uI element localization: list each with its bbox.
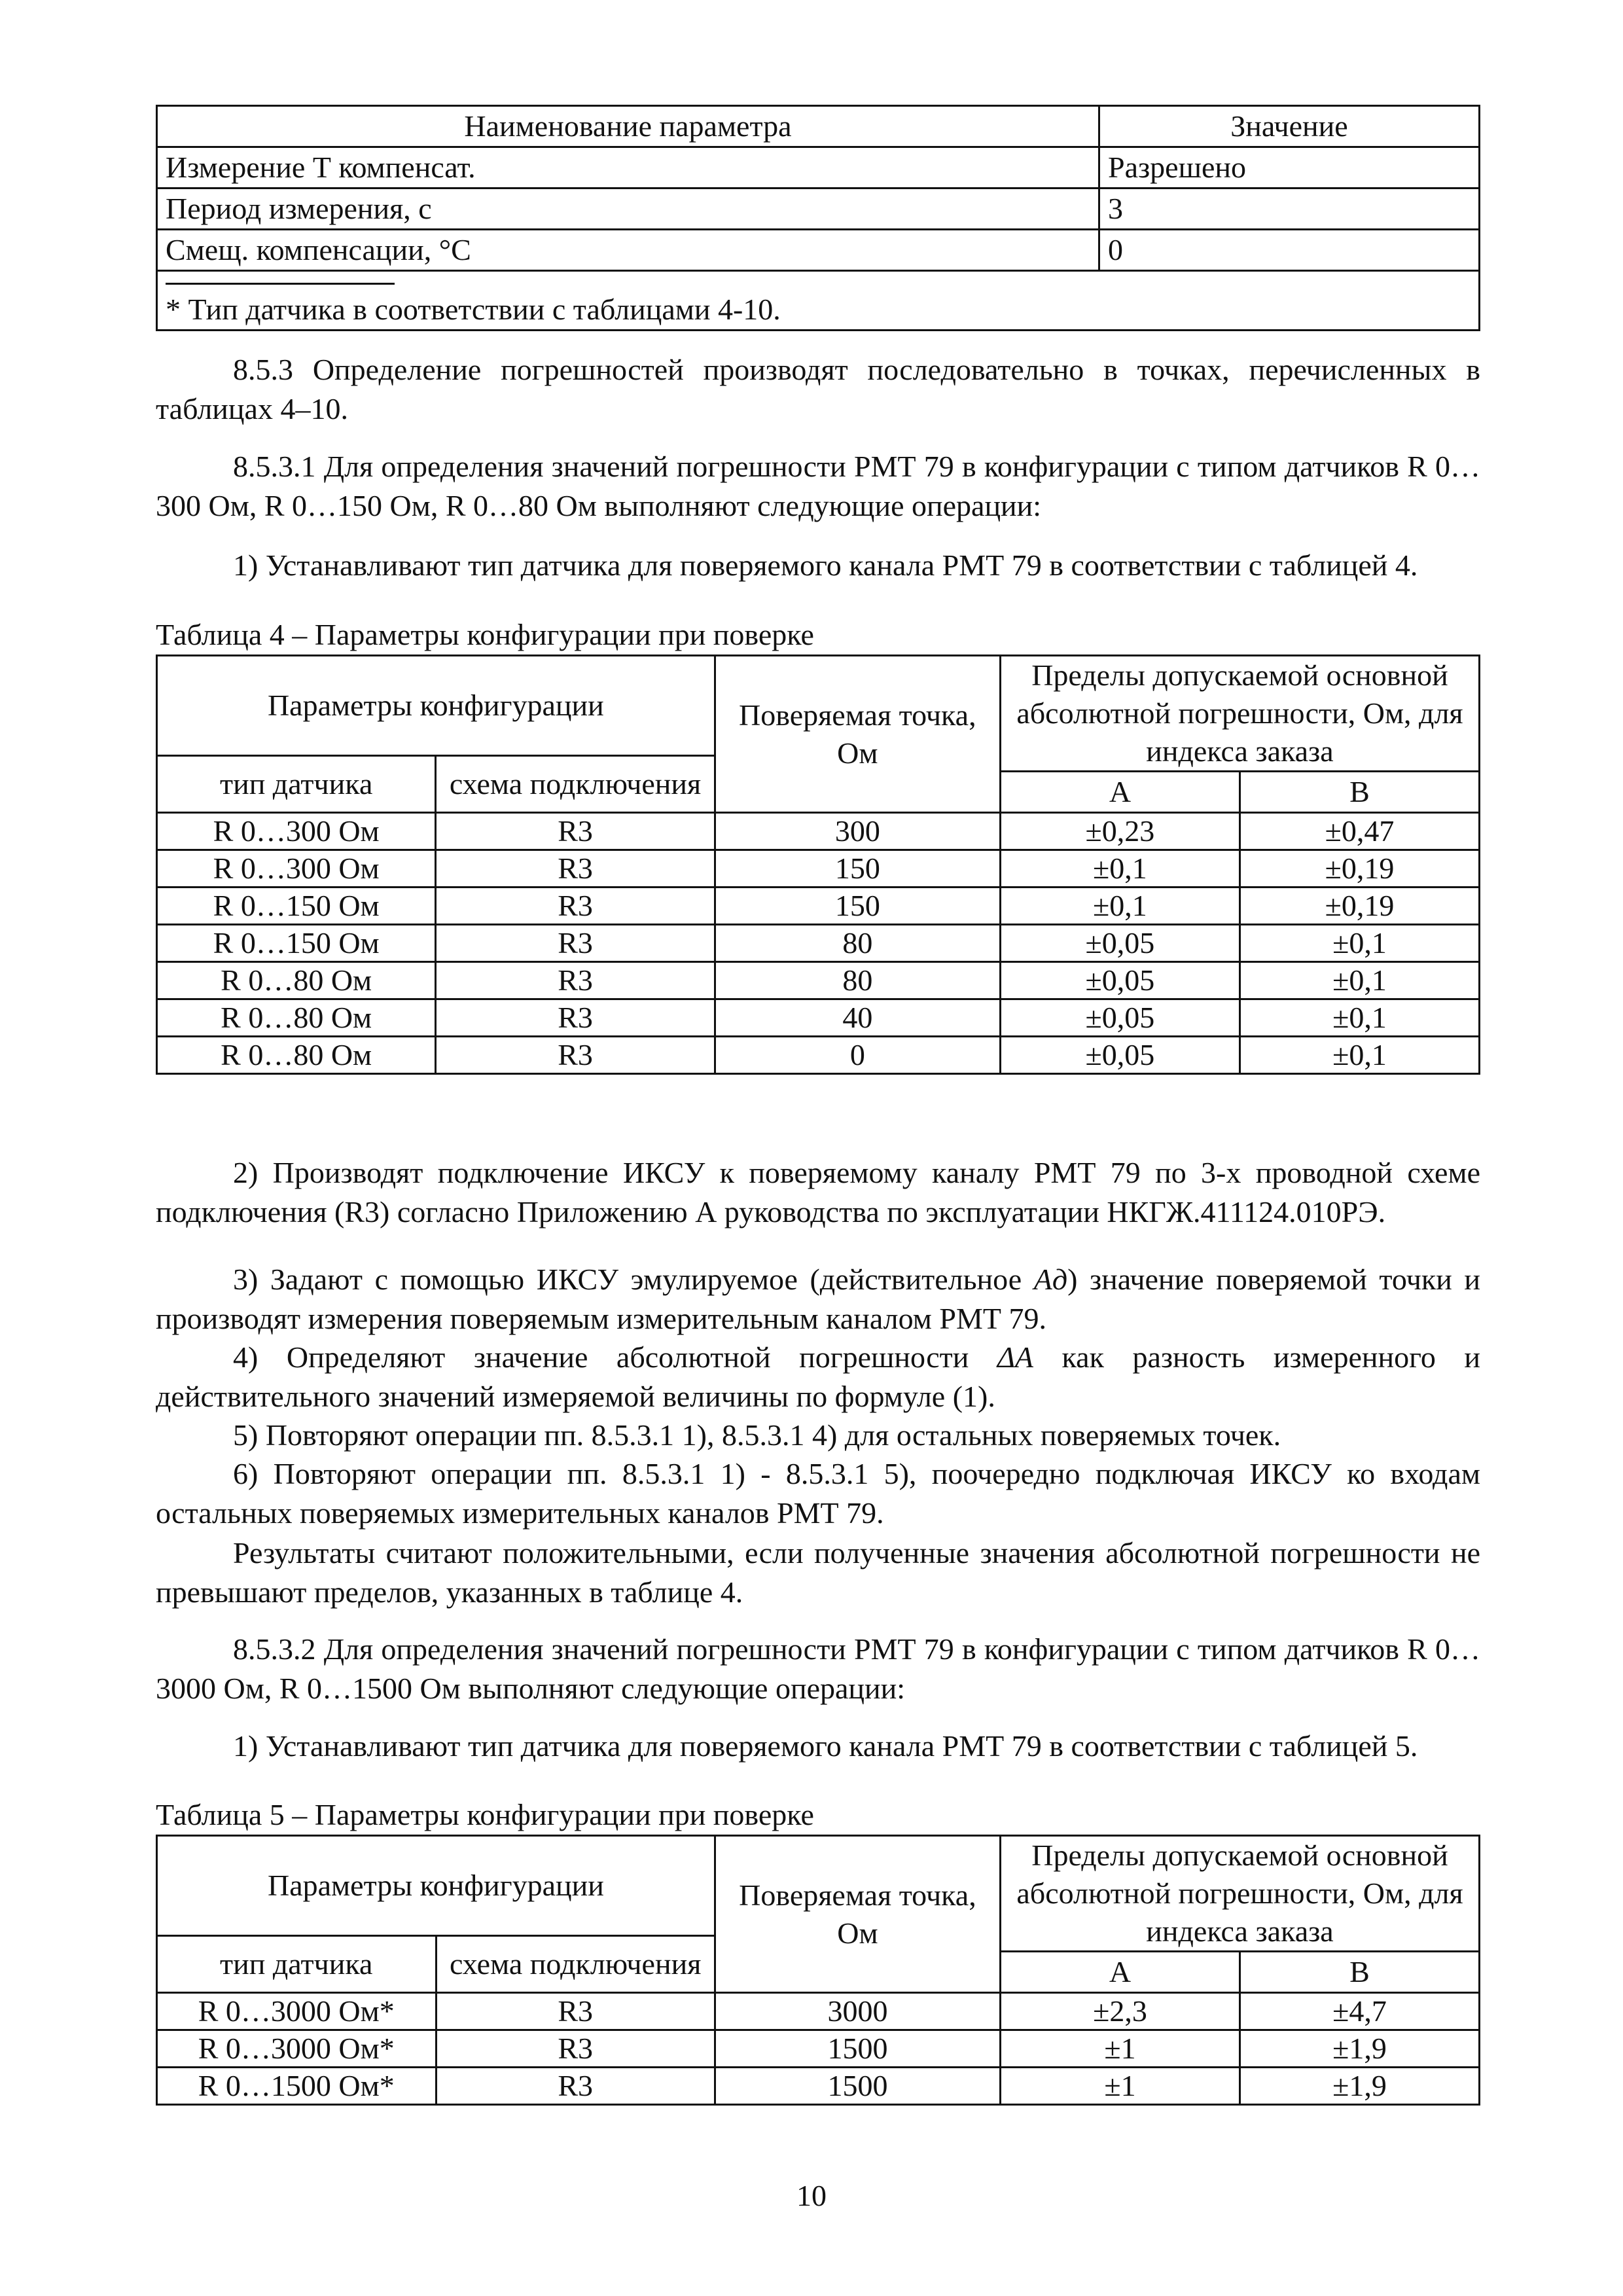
- table4-h-config: Параметры конфигурации: [157, 656, 715, 756]
- table4-h-a: А: [1000, 772, 1240, 813]
- test-point-cell: 80: [715, 962, 1000, 999]
- step-3: [156, 1260, 1480, 1338]
- limit-b-cell: ±4,7: [1240, 1993, 1479, 2030]
- limit-b-cell: ±0,47: [1240, 813, 1479, 850]
- params-footnote-cell: [157, 271, 1480, 331]
- limit-a-cell: ±0,1: [1000, 888, 1240, 925]
- limit-b-cell: ±0,1: [1240, 925, 1479, 962]
- table5-h-scheme: схема подключения: [436, 1936, 715, 1993]
- step-4: [156, 1338, 1480, 1416]
- connection-scheme-cell: R3: [436, 2068, 715, 2105]
- table5-h-config: Параметры конфигурации: [157, 1836, 715, 1936]
- result-paragraph: Результаты считают положительными, если полученные значения абсолютной погрешности не превышают пределов, указанных в таблице 4.: [156, 1536, 1480, 1609]
- limit-a-cell: ±0,05: [1000, 1037, 1240, 1074]
- sensor-type-cell: R 0…3000 Ом*: [157, 1993, 437, 2030]
- connection-scheme-cell: R3: [436, 2030, 715, 2068]
- footnote-rule: [166, 283, 395, 285]
- step-5: 5) Повторяют операции пп. 8.5.3.1 1), 8.5.3.1 4) для остальных поверяемых точек.: [233, 1418, 1281, 1452]
- step-1-table4: 1) Устанавливают тип датчика для поверяемого канала РМТ 79 в соответствии с таблицей 4.: [233, 548, 1418, 582]
- sensor-type-cell: R 0…80 Ом: [157, 962, 436, 999]
- table4-h-point: Поверяемая точка, Ом: [715, 656, 1000, 813]
- table4-row: [157, 962, 1480, 999]
- table5-h-b: В: [1240, 1952, 1479, 1993]
- step-4-text-b: как разность измеренного и действительного значений измеряемой величины по формуле (1).: [156, 1340, 1481, 1413]
- connection-scheme-cell: R3: [436, 850, 715, 888]
- test-point-cell: 150: [715, 850, 1000, 888]
- footnote-text: * Тип датчика в соответствии с таблицами 4-10.: [166, 293, 781, 326]
- test-point-cell: 0: [715, 1037, 1000, 1074]
- table4-h-sensor: тип датчика: [157, 756, 436, 813]
- limit-b-cell: ±0,1: [1240, 962, 1479, 999]
- connection-scheme-cell: R3: [436, 962, 715, 999]
- table4-row: [157, 999, 1480, 1037]
- table4-header-row: [157, 656, 1480, 756]
- limit-a-cell: ±0,05: [1000, 999, 1240, 1037]
- table4-h-limits: Пределы допускаемой основной абсолютной погрешности, Ом, для индекса заказа: [1000, 656, 1479, 772]
- params-row: [157, 188, 1480, 230]
- table5-h-point: Поверяемая точка, Ом: [715, 1836, 1000, 1993]
- limit-b-cell: ±1,9: [1240, 2030, 1479, 2068]
- table5-body: [157, 1993, 1480, 2105]
- test-point-cell: 1500: [715, 2068, 1000, 2105]
- step-4-symbol: ΔA: [997, 1340, 1033, 1374]
- table5-h-a: А: [1001, 1952, 1240, 1993]
- connection-scheme-cell: R3: [436, 888, 715, 925]
- table5-row: [157, 1993, 1480, 2030]
- sensor-type-cell: R 0…80 Ом: [157, 999, 436, 1037]
- params-table: [156, 105, 1480, 331]
- param-value: 3: [1099, 188, 1480, 230]
- limit-b-cell: ±0,1: [1240, 999, 1479, 1037]
- table4-body: [157, 813, 1480, 1074]
- table4-h-scheme: схема подключения: [436, 756, 715, 813]
- table5: [156, 1835, 1480, 2106]
- table4-row: [157, 813, 1480, 850]
- table5-h-limits: Пределы допускаемой основной абсолютной погрешности, Ом, для индекса заказа: [1001, 1836, 1480, 1952]
- table5-row: [157, 2030, 1480, 2068]
- limit-a-cell: ±0,23: [1000, 813, 1240, 850]
- param-name: Измерение Т компенсат.: [157, 147, 1099, 188]
- table4-row: [157, 1037, 1480, 1074]
- param-value: 0: [1099, 230, 1480, 271]
- sensor-type-cell: R 0…3000 Ом*: [157, 2030, 437, 2068]
- page-number: 10: [796, 2179, 827, 2212]
- params-header-name: Наименование параметра: [157, 106, 1099, 147]
- step-3-text-b: ) значение поверяемой точки и производят измерения поверяемым измерительным каналом РМТ 79.: [156, 1263, 1480, 1335]
- paragraph-8-5-3-2: 8.5.3.2 Для определения значений погрешности РМТ 79 в конфигурации с типом датчиков R 0…3000 Ом, R 0…1500 Ом выполняют следующие операции:: [156, 1632, 1480, 1705]
- table5-row: [157, 2068, 1480, 2105]
- param-name: Смещ. компенсации, °С: [157, 230, 1099, 271]
- params-header-value: Значение: [1099, 106, 1480, 147]
- paragraph-8-5-3-1: 8.5.3.1 Для определения значений погрешности РМТ 79 в конфигурации с типом датчиков R 0…300 Ом, R 0…150 Ом, R 0…80 Ом выполняют следующие операции:: [156, 450, 1480, 522]
- table5-h-sensor: тип датчика: [157, 1936, 437, 1993]
- connection-scheme-cell: R3: [436, 813, 715, 850]
- limit-b-cell: ±0,19: [1240, 888, 1479, 925]
- paragraph-8-5-3: 8.5.3 Определение погрешностей производят последовательно в точках, перечисленных в таблицах 4–10.: [156, 353, 1480, 425]
- step-4-text-a: 4) Определяют значение абсолютной погрешности: [233, 1340, 997, 1374]
- step-6: 6) Повторяют операции пп. 8.5.3.1 1) - 8.5.3.1 5), поочередно подключая ИКСУ ко входам остальных поверяемых измерительных каналов РМТ 79.: [156, 1457, 1480, 1530]
- params-footnote-row: [157, 271, 1480, 331]
- table4-row: [157, 888, 1480, 925]
- test-point-cell: 80: [715, 925, 1000, 962]
- limit-b-cell: ±0,19: [1240, 850, 1479, 888]
- sensor-type-cell: R 0…300 Ом: [157, 813, 436, 850]
- sensor-type-cell: R 0…1500 Ом*: [157, 2068, 437, 2105]
- table4-caption: Таблица 4 – Параметры конфигурации при поверке: [156, 618, 814, 651]
- limit-b-cell: ±0,1: [1240, 1037, 1479, 1074]
- step-1-table5: 1) Устанавливают тип датчика для поверяемого канала РМТ 79 в соответствии с таблицей 5.: [233, 1729, 1418, 1763]
- param-name: Период измерения, с: [157, 188, 1099, 230]
- params-row: [157, 147, 1480, 188]
- sensor-type-cell: R 0…150 Ом: [157, 888, 436, 925]
- limit-a-cell: ±1: [1001, 2030, 1240, 2068]
- params-header-row: [157, 106, 1480, 147]
- connection-scheme-cell: R3: [436, 999, 715, 1037]
- connection-scheme-cell: R3: [436, 1993, 715, 2030]
- param-value: Разрешено: [1099, 147, 1480, 188]
- table4-row: [157, 850, 1480, 888]
- test-point-cell: 1500: [715, 2030, 1000, 2068]
- step-3-text-a: 3) Задают с помощью ИКСУ эмулируемое (действительное: [233, 1263, 1034, 1296]
- step-2: 2) Производят подключение ИКСУ к поверяемому каналу РМТ 79 по 3-х проводной схеме подключения (R3) согласно Приложению А руководства по эксплуатации НКГЖ.411124.010РЭ.: [156, 1156, 1480, 1229]
- test-point-cell: 3000: [715, 1993, 1000, 2030]
- limit-a-cell: ±0,05: [1000, 925, 1240, 962]
- limit-a-cell: ±1: [1001, 2068, 1240, 2105]
- table4-h-b: В: [1240, 772, 1479, 813]
- connection-scheme-cell: R3: [436, 925, 715, 962]
- table5-caption: Таблица 5 – Параметры конфигурации при поверке: [156, 1798, 814, 1831]
- test-point-cell: 40: [715, 999, 1000, 1037]
- params-row: [157, 230, 1480, 271]
- sensor-type-cell: R 0…80 Ом: [157, 1037, 436, 1074]
- limit-a-cell: ±2,3: [1001, 1993, 1240, 2030]
- limit-a-cell: ±0,05: [1000, 962, 1240, 999]
- step-3-symbol: Aд: [1033, 1263, 1068, 1296]
- test-point-cell: 300: [715, 813, 1000, 850]
- limit-a-cell: ±0,1: [1000, 850, 1240, 888]
- sensor-type-cell: R 0…300 Ом: [157, 850, 436, 888]
- sensor-type-cell: R 0…150 Ом: [157, 925, 436, 962]
- table4: [156, 655, 1480, 1075]
- table5-header-row: [157, 1836, 1480, 1936]
- test-point-cell: 150: [715, 888, 1000, 925]
- limit-b-cell: ±1,9: [1240, 2068, 1479, 2105]
- connection-scheme-cell: R3: [436, 1037, 715, 1074]
- table4-row: [157, 925, 1480, 962]
